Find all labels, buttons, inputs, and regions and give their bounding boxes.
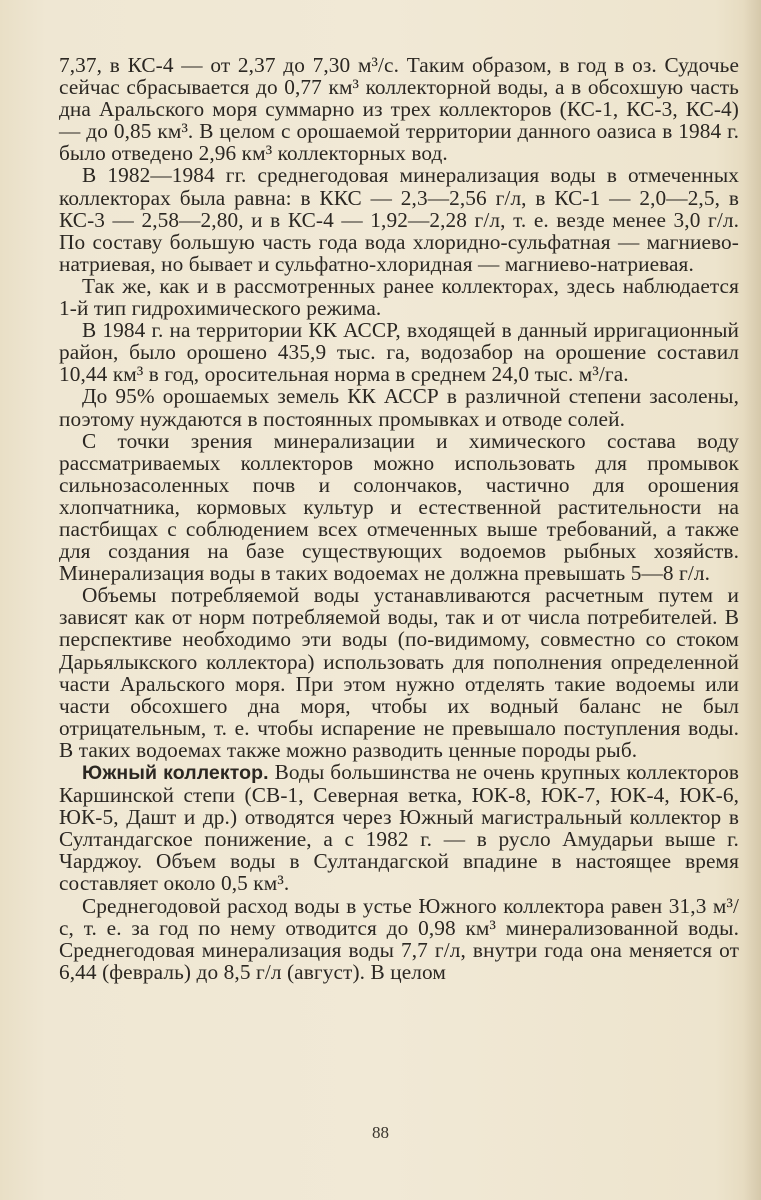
page-number: 88 <box>372 1123 389 1142</box>
paragraph-4: В 1984 г. на территории КК АССР, входящей в данный ирригационный район, было орошено 435,9 тыс. га, водозабор на орошение составил 10,44 км³ в год, оросительная норма в среднем 24,0 тыс. м³/га. <box>59 318 739 387</box>
paragraph-8 <box>59 761 739 895</box>
paragraph-3: Так же, как и в рассмотренных ранее коллекторах, здесь наблюдается 1-й тип гидрохимического режима. <box>59 273 739 321</box>
paragraph-7: Объемы потребляемой воды устанавливаются расчетным путем и зависят как от норм потребляемой воды, так и от числа потребителей. В перспективе необходимо эти воды (по-видимому, совместно со стоком Дарьялыкского коллектора) использовать для пополнения определенной части Аральского моря. При этом нужно отделять такие водоемы или части обсохшего дна моря, чтобы их водный баланс не был отрицательным, т. е. чтобы испарение не превышало поступления воды. В таких водоемах также можно разводить ценные породы рыб. <box>59 583 739 762</box>
paragraph-1: 7,37, в КС-4 — от 2,37 до 7,30 м³/с. Таким образом, в год в оз. Судочье сейчас сбрасывается до 0,77 км³ коллекторной воды, а в обсохшую часть дна Аральского моря суммарно из трех коллекторов (КС-1, КС-3, КС-4) — до 0,85 км³. В целом с орошаемой территории данного оазиса в 1984 г. было отведено 2,96 км³ коллекторных вод. <box>59 53 739 166</box>
section-heading: Южный коллектор. <box>82 762 269 784</box>
paragraph-2: В 1982—1984 гг. среднегодовая минерализация воды в отмеченных коллекторах была равна: в ККС — 2,3—2,56 г/л, в КС-1 — 2,0—2,5, в КС-3 — 2,58—2,80, и в КС-4 — 1,92—2,28 г/л, т. е. везде менее 3,0 г/л. По составу большую часть года вода хлоридно-сульфатная — магниево-натриевая, но бывает и сульфатно-хлоридная — магниево-натриевая. <box>59 163 739 276</box>
paragraph-9: Среднегодовой расход воды в устье Южного коллектора равен 31,3 м³/с, т. е. за год по нему отводится до 0,98 км³ минерализованной воды. Среднегодовая минерализация воды 7,7 г/л, внутри года она меняется от 6,44 (февраль) до 8,5 г/л (август). В целом <box>59 893 739 984</box>
page-edge-shadow <box>743 0 761 1200</box>
paragraph-6: С точки зрения минерализации и химического состава воду рассматриваемых коллекторов можно использовать для промывок сильнозасоленных почв и солончаков, частично для орошения хлопчатника, кормовых культур и естественной растительности на пастбищах с соблюдением всех отмеченных выше требований, а также для создания на базе существующих водоемов рыбных хозяйств. Минерализация воды в таких водоемах не должна превышать 5—8 г/л. <box>59 428 739 586</box>
body-text <box>59 54 739 983</box>
paragraph-8-text: Воды большинства не очень крупных коллекторов Каршинской степи (СВ-1, Северная ветка, ЮК-8, ЮК-7, ЮК-4, ЮК-6, ЮК-5, Дашт и др.) отводятся через Южный магистральный коллектор в Султандагское понижение, а с 1982 г. — в русло Амударьи выше г. Чарджоу. Объем воды в Султандагской впадине в настоящее время составляет около 0,5 км³. <box>59 760 740 896</box>
paragraph-5: До 95% орошаемых земель КК АССР в различной степени засолены, поэтому нуждаются в постоянных промывках и отводе солей. <box>59 384 739 431</box>
